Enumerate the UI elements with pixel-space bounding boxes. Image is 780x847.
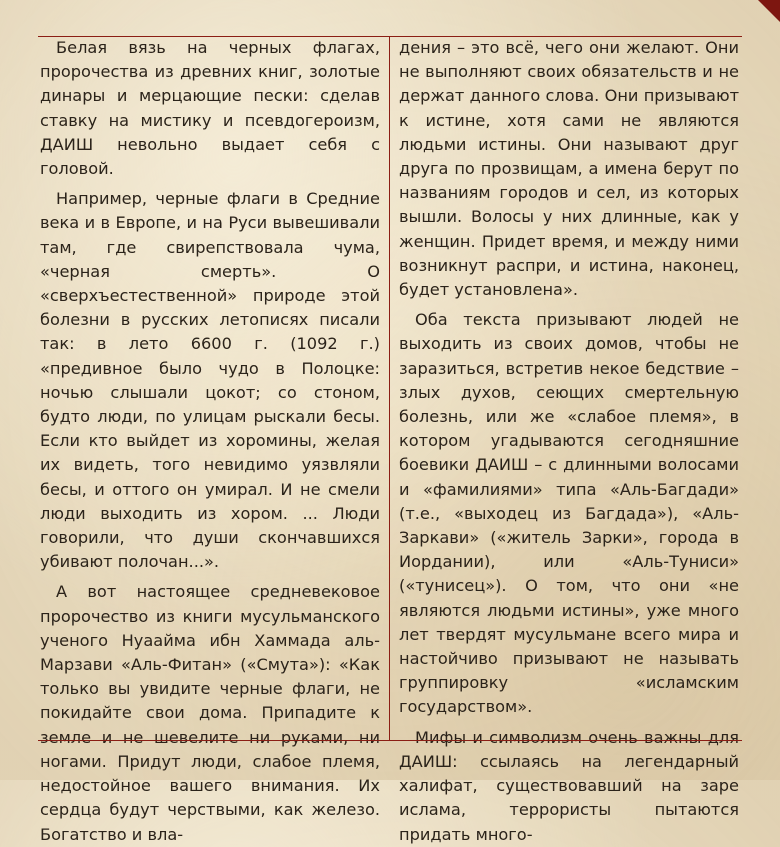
left-column <box>40 36 380 847</box>
column-divider <box>389 36 390 740</box>
paragraph: Например, черные флаги в Средние века и в Европе, и на Руси вывешивали там, где свирепствовала чума, «черная смерть». О «сверхъестественной» природе этой болезни в русских летописях писали так: в лето 6600 г. (1092 г.) «предивное было чудо в Полоцке: ночью слышали цокот; со стоном, будто люди, по улицам рыскали бесы. Если кто выйдет из хоромины, желая их видеть, того невидимо уязвляли бесы, и оттого он умирал. И не смели люди выходить из хором. ... Люди говорили, что души скончавшихся убивают полочан...». <box>40 189 380 572</box>
paragraph: Оба текста призывают людей не выходить из своих домов, чтобы не заразиться, встретив некое бедствие – злых духов, сеющих смертельную болезнь, или же «слабое племя», в котором угадываются сегодняшние боевики ДАИШ – с длинными волосами и «фамилиями» типа «Аль-Багдади» (т.е., «выходец из Багдада»), «Аль-Заркави» («житель Зарки», города в Иордании), или «Аль-Туниси» («тунисец»). О том, что они «не являются людьми истины», уже много лет твердят мусульмане всего мира и настойчиво призывают не называть группировку «исламским государством». <box>399 310 739 717</box>
right-column <box>399 36 739 847</box>
paragraph: Мифы и символизм очень важны для ДАИШ: ссылаясь на легендарный халифат, существовавший на заре ислама, террористы пытаются придать много- <box>399 727 739 844</box>
paragraph: дения – это всё, чего они желают. Они не выполняют своих обязательств и не держат данного слова. Они призывают к истине, хотя сами не являются людьми истины. Они называют друг друга по прозвищам, а имена берут по названиям городов и сел, из которых вышли. Волосы у них длинные, как у женщин. Придет время, и между ними возникнут распри, и истина, наконец, будет установлена». <box>399 38 739 300</box>
paragraph: А вот настоящее средневековое пророчество из книги мусульманского ученого Нуаайма ибн Хаммада аль-Марзави «Аль-Фитан» («Смута»): «Как только вы увидите черные флаги, не покидайте свои дома. Припадите к земле и не шевелите ни руками, ни ногами. Придут люди, слабое племя, недостойное вашего внимания. Их сердца будут черствыми, как железо. Богатство и вла- <box>40 582 380 844</box>
corner-decoration <box>758 0 780 22</box>
bottom-rule <box>38 740 742 741</box>
paragraph: Белая вязь на черных флагах, пророчества из древних книг, золотые динары и мерцающие пески: сделав ставку на мистику и псевдогероизм, ДАИШ невольно выдает себя с головой. <box>40 38 380 179</box>
